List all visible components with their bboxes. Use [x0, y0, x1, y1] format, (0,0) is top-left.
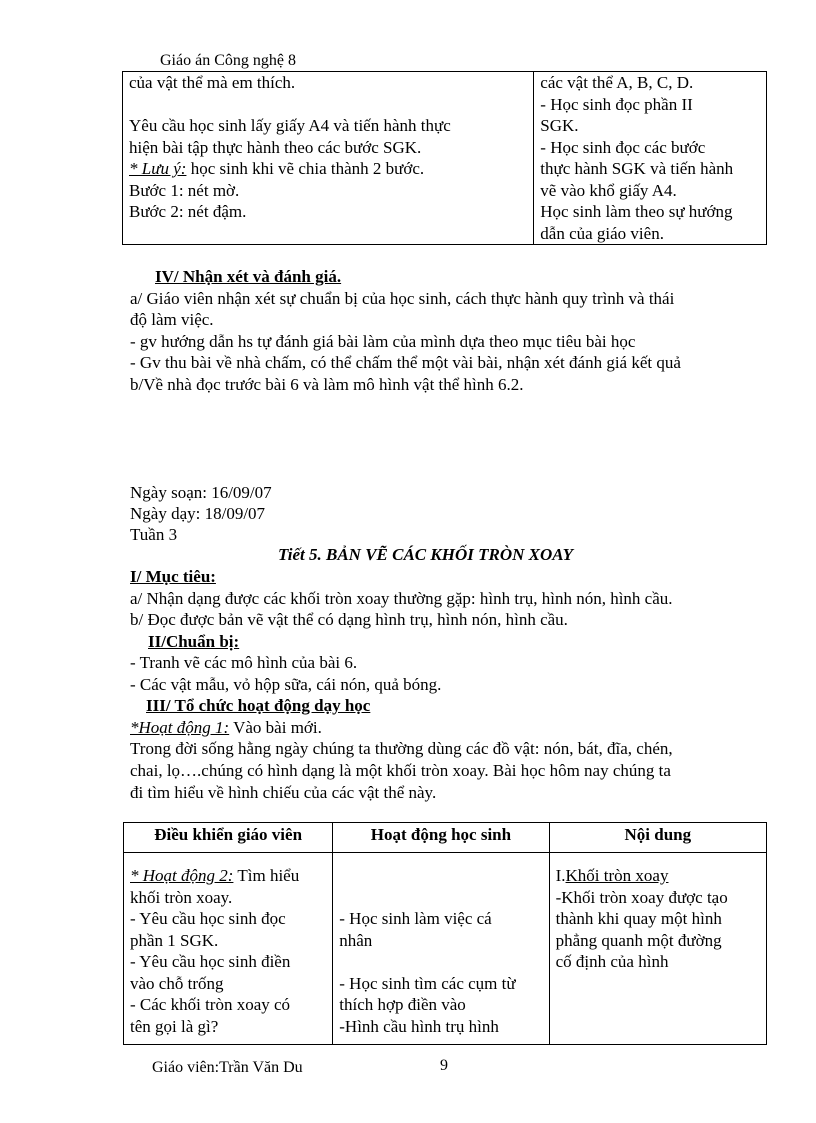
- prep-line: - Tranh vẽ các mô hình của bài 6.: [130, 653, 358, 672]
- section-4-line: - gv hướng dẫn hs tự đánh giá bài làm của mình dựa theo mục tiêu bài học: [130, 332, 636, 351]
- text-line: - Yêu cầu học sinh đọc: [130, 909, 286, 928]
- note-line: [129, 158, 533, 180]
- date-prepared: Ngày soạn: 16/09/07: [130, 483, 272, 502]
- footer-teacher: Giáo viên:Trần Văn Du: [152, 1059, 303, 1076]
- intro-line: chai, lọ….chúng có hình dạng là một khối tròn xoay. Bài học hôm nay chúng ta: [130, 761, 671, 780]
- prep-heading: II/Chuẩn bị:: [148, 632, 240, 651]
- text-line: -Khối tròn xoay được tạo: [555, 887, 728, 907]
- text-line: - Các khối tròn xoay có: [130, 995, 291, 1014]
- student-cell: [333, 853, 549, 1045]
- objective-line: a/ Nhận dạng được các khối tròn xoay thường gặp: hình trụ, hình nón, hình cầu.: [130, 589, 673, 608]
- text-line: [129, 94, 533, 116]
- text-line: thích hợp điền vào: [339, 995, 466, 1014]
- text-line: nhân: [339, 930, 373, 950]
- activity-1-line: [130, 717, 322, 739]
- note-text: học sinh khi vẽ chia thành 2 bước.: [186, 159, 425, 178]
- column-header-teacher: Điều khiển giáo viên: [124, 823, 333, 853]
- intro-line: đi tìm hiểu về hình chiếu của các vật thể này.: [130, 783, 437, 802]
- activities-heading: III/ Tổ chức hoạt động dạy học: [146, 696, 371, 715]
- activity-1-label: *Hoạt động 1:: [130, 718, 230, 737]
- content-heading-prefix: I.: [555, 866, 566, 885]
- text-line: [339, 865, 548, 887]
- prep-line: - Các vật mẫu, vỏ hộp sữa, cái nón, quả bóng.: [130, 675, 442, 694]
- text-line: - Học sinh tìm các cụm từ: [339, 973, 516, 993]
- text-line: dẫn của giáo viên.: [540, 223, 664, 243]
- activity-2-text: Tìm hiểu: [233, 866, 300, 885]
- activity-2-label: * Hoạt động 2:: [130, 866, 234, 885]
- text-line: phần 1 SGK.: [130, 930, 219, 950]
- text-line: vẽ vào khổ giấy A4.: [540, 180, 677, 200]
- note-label: * Lưu ý:: [129, 159, 187, 178]
- section-4-heading: IV/ Nhận xét và đánh giá.: [155, 267, 342, 286]
- text-line: SGK.: [540, 116, 579, 135]
- text-line: tên gọi là gì?: [130, 1016, 219, 1036]
- text-line: Học sinh làm theo sự hướng: [540, 202, 733, 221]
- text-line: Bước 2: nét đậm.: [129, 202, 247, 221]
- text-line: [339, 887, 548, 909]
- week: Tuần 3: [130, 525, 178, 544]
- objectives-heading: I/ Mục tiêu:: [130, 567, 216, 586]
- lesson-title: Tiết 5. BẢN VẼ CÁC KHỐI TRÒN XOAY: [278, 545, 574, 564]
- text-line: [339, 951, 548, 973]
- text-line: Bước 1: nét mờ.: [129, 180, 240, 200]
- text-line: - Yêu cầu học sinh điền: [130, 952, 291, 971]
- column-header-student: Hoạt động học sinh: [333, 823, 549, 853]
- content-heading-text: Khối tròn xoay: [565, 866, 669, 885]
- text-line: - Học sinh đọc các bước: [540, 137, 706, 157]
- text-line: các vật thể A, B, C, D.: [540, 73, 694, 92]
- date-taught: Ngày dạy: 18/09/07: [130, 504, 266, 523]
- text-line: vào chỗ trống: [130, 973, 224, 993]
- section-4-line: b/Về nhà đọc trước bài 6 và làm mô hình vật thể hình 6.2.: [130, 375, 524, 394]
- text-line: phẳng quanh một đường: [555, 930, 722, 950]
- section-4-line: - Gv thu bài về nhà chấm, có thể chấm thể một vài bài, nhận xét đánh giá kết quả: [130, 353, 681, 372]
- page-number: 9: [440, 1057, 448, 1074]
- page-header: Giáo án Công nghệ 8: [160, 52, 296, 69]
- text-line: hiện bài tập thực hành theo các bước SGK.: [129, 137, 422, 157]
- section-4-line: độ làm việc.: [130, 310, 214, 329]
- text-line: Yêu cầu học sinh lấy giấy A4 và tiến hành thực: [129, 116, 451, 135]
- objective-line: b/ Đọc được bản vẽ vật thể có dạng hình trụ, hình nón, hình cầu.: [130, 610, 568, 629]
- top-table-left-cell: [123, 72, 534, 245]
- activity-2-line: [130, 865, 332, 887]
- text-line: - Học sinh làm việc cá: [339, 909, 492, 928]
- content-heading: [556, 865, 766, 887]
- column-header-content: Nội dung: [549, 823, 766, 853]
- text-line: - Học sinh đọc phần II: [540, 94, 693, 114]
- text-line: thực hành SGK và tiến hành: [540, 159, 734, 178]
- text-line: thành khi quay một hình: [555, 909, 722, 928]
- teacher-cell: [124, 853, 333, 1045]
- top-table: [122, 71, 767, 245]
- intro-line: Trong đời sống hằng ngày chúng ta thường dùng các đồ vật: nón, bát, đĩa, chén,: [130, 739, 673, 758]
- text-line: cố định của hình: [555, 952, 669, 971]
- content-cell: [549, 853, 766, 1045]
- activity-1-text: Vào bài mới.: [229, 718, 322, 737]
- top-table-right-cell: [534, 72, 767, 245]
- section-4-line: a/ Giáo viên nhận xét sự chuẩn bị của học sinh, cách thực hành quy trình và thái: [130, 289, 675, 308]
- text-line: khối tròn xoay.: [130, 887, 233, 907]
- text-line: -Hình cầu hình trụ hình: [339, 1016, 499, 1036]
- activity-table: [123, 822, 767, 1045]
- text-line: của vật thể mà em thích.: [129, 73, 296, 92]
